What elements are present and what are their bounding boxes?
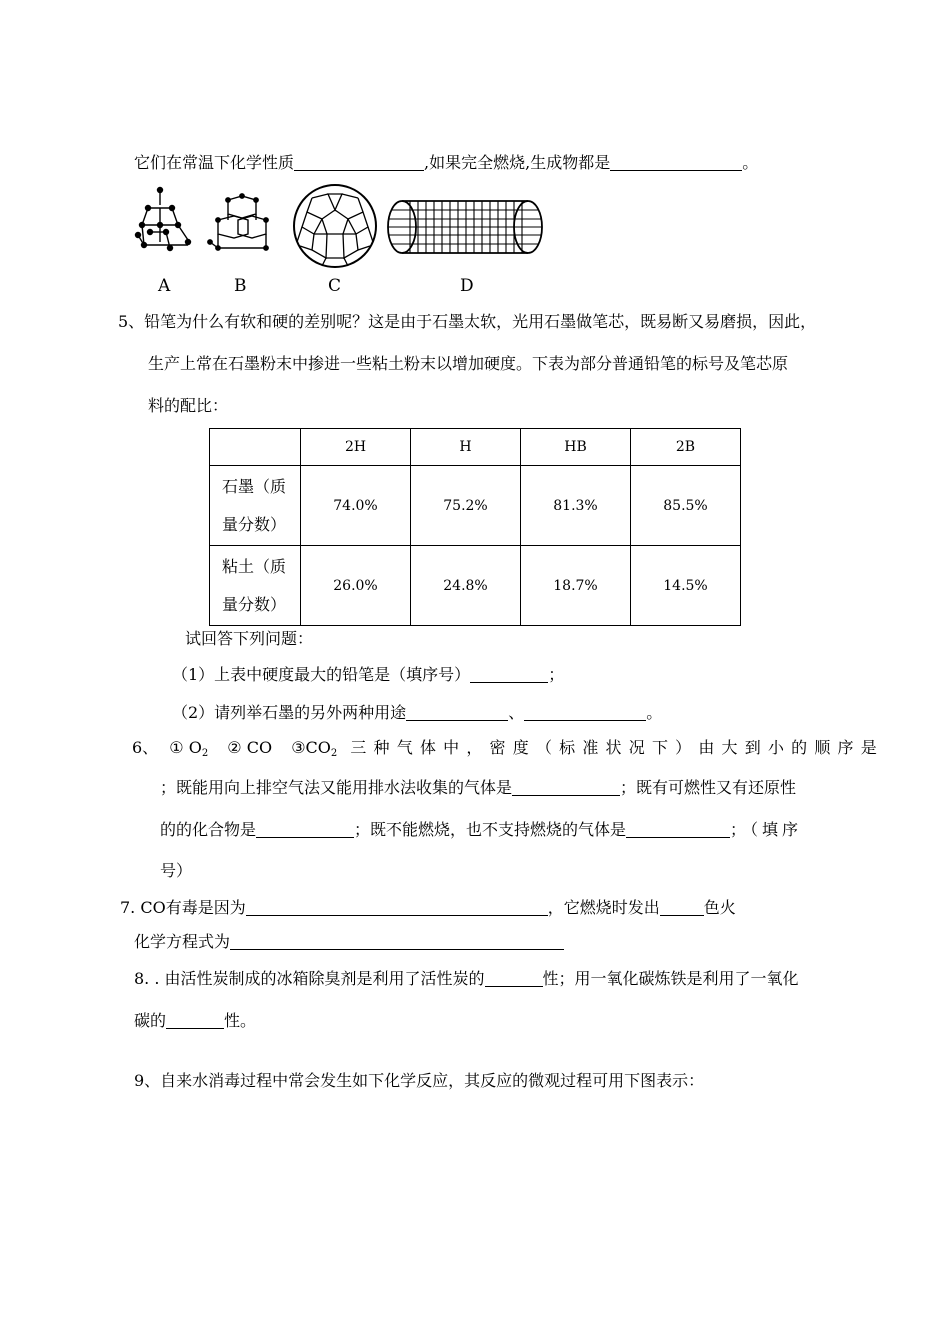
diamond-structure (136, 188, 191, 251)
q7-line-1 (120, 897, 736, 919)
table-header-empty (210, 429, 301, 466)
q6-line-3 (160, 819, 802, 841)
q8-line-1 (134, 968, 799, 990)
q6-gas1-subscript: 2 (201, 748, 209, 759)
table-cell: 85.5% (631, 466, 741, 546)
table-header-2b: 2B (631, 429, 741, 466)
q6-prefix: 6、 (132, 738, 159, 757)
table-cell: 74.0% (301, 466, 411, 546)
q6-gas3-subscript: 2 (330, 748, 338, 759)
row-label-line-2: 量分数） (222, 594, 287, 614)
q9-line-1: 9、自来水消毒过程中常会发生如下化学反应，其反应的微观过程可用下图表示： (134, 1071, 705, 1090)
row-label-graphite (210, 466, 301, 546)
q6-line2-text: ；既能用向上排空气法又能用排水法收集的气体是 (160, 778, 513, 797)
q5-sub-question-1 (172, 664, 564, 686)
figure-label-c: C (328, 276, 342, 296)
carbon-allotropes-figure (130, 180, 560, 300)
q7-blank-reason[interactable] (246, 899, 548, 916)
q6-gas1-text: ① O (169, 738, 202, 757)
q6-line3-end: ；（填序 (730, 820, 803, 839)
q7-blank-equation[interactable] (230, 933, 564, 950)
q6-gas-o2 (169, 738, 208, 757)
q6-gas-co2 (291, 738, 337, 757)
q4-line-end: 。 (742, 153, 759, 172)
table-cell: 24.8% (411, 546, 521, 626)
table-header-h: H (411, 429, 521, 466)
figure-label-d: D (460, 276, 474, 296)
q5-line-1: 5、铅笔为什么有软和硬的差别呢？这是由于石墨太软，光用石墨做笔芯，既易断又易磨损，因此， (118, 312, 817, 331)
q5-line-3: 料的配比： (148, 396, 229, 415)
allotrope-structures-svg (130, 180, 560, 300)
q8-line2-end: 性。 (224, 1011, 257, 1030)
q5-sub1-blank[interactable] (470, 666, 548, 683)
q6-line-2 (160, 777, 796, 799)
q6-line3-text: 的的化合物是 (160, 820, 257, 839)
q6-line3-mid: ；既不能燃烧，也不支持燃烧的气体是 (354, 820, 627, 839)
table-header-row (210, 429, 741, 466)
table-cell: 75.2% (411, 466, 521, 546)
q4-line (134, 152, 758, 174)
graphite-structure (208, 194, 268, 250)
q8-line-2 (134, 1010, 256, 1032)
q8-blank-adsorption[interactable] (485, 970, 543, 987)
q5-sub2-sep: 、 (508, 703, 525, 722)
q4-text-2: ,如果完全燃烧,生成物都是 (424, 153, 611, 172)
figure-label-a: A (158, 276, 171, 296)
q5-sub2-blank-2[interactable] (524, 704, 646, 721)
q5-sub2-end: 。 (646, 703, 663, 722)
q7-line1-end: 色火 (703, 898, 736, 917)
table-row (210, 466, 741, 546)
nanotube-structure (388, 201, 542, 253)
q4-blank-1[interactable] (294, 154, 424, 171)
q8-line2-text: 碳的 (134, 1011, 167, 1030)
table-cell: 26.0% (301, 546, 411, 626)
q6-line-1 (132, 737, 884, 765)
q6-gas-co: ② CO (227, 738, 273, 757)
q8-line1-text: 8. . 由活性炭制成的冰箱除臭剂是利用了活性炭的 (134, 969, 485, 988)
table-header-hb: HB (521, 429, 631, 466)
q5-line-2: 生产上常在石墨粉末中掺进一些粘土粉末以增加硬度。下表为部分普通铅笔的标号及笔芯原 (148, 354, 789, 373)
row-label-line-2: 量分数） (222, 514, 287, 534)
q6-blank-collection-gas[interactable] (512, 779, 620, 796)
q5-sub1-text: （1）上表中硬度最大的铅笔是（填序号） (172, 665, 471, 684)
q6-line2-end: ；既有可燃性又有还原性 (620, 778, 797, 797)
q6-gas3-text: ③CO (291, 738, 331, 757)
q5-sub2-blank-1[interactable] (406, 704, 508, 721)
table-cell: 14.5% (631, 546, 741, 626)
row-label-clay (210, 546, 301, 626)
q8-blank-reducibility[interactable] (166, 1012, 224, 1029)
pencil-composition-table (209, 428, 741, 626)
q6-line1-rest: 三种气体中，密度（标准状况下）由大到小的顺序是 (350, 738, 884, 757)
q6-line-4: 号） (160, 861, 193, 880)
fullerene-structure (294, 185, 376, 267)
table-cell: 18.7% (521, 546, 631, 626)
table-cell: 81.3% (521, 466, 631, 546)
table-row (210, 546, 741, 626)
q7-line-2 (134, 931, 564, 953)
row-label-line-1: 石墨（质 (222, 476, 287, 496)
figure-label-b: B (234, 276, 247, 296)
q7-blank-flame-color[interactable] (660, 899, 704, 916)
table-header-2h: 2H (301, 429, 411, 466)
q8-line1-mid: 性；用一氧化碳炼铁是利用了一氧化 (542, 969, 799, 988)
q7-line1-text: 7. CO有毒是因为 (120, 898, 246, 917)
q4-blank-2[interactable] (610, 154, 742, 171)
q5-sub2-text: （2）请列举石墨的另外两种用途 (172, 703, 407, 722)
q5-sub1-end: ； (548, 665, 565, 684)
q7-line1-mid: ，它燃烧时发出 (547, 898, 660, 917)
q5-sub-question-2 (172, 702, 662, 724)
q5-prompt: 试回答下列问题： (185, 629, 314, 648)
q4-text-1: 它们在常温下化学性质 (134, 153, 295, 172)
row-label-line-1: 粘土（质 (222, 556, 287, 576)
q6-blank-nonflammable-gas[interactable] (626, 821, 730, 838)
q6-blank-reducing-compound[interactable] (256, 821, 354, 838)
q7-line2-text: 化学方程式为 (134, 932, 231, 951)
